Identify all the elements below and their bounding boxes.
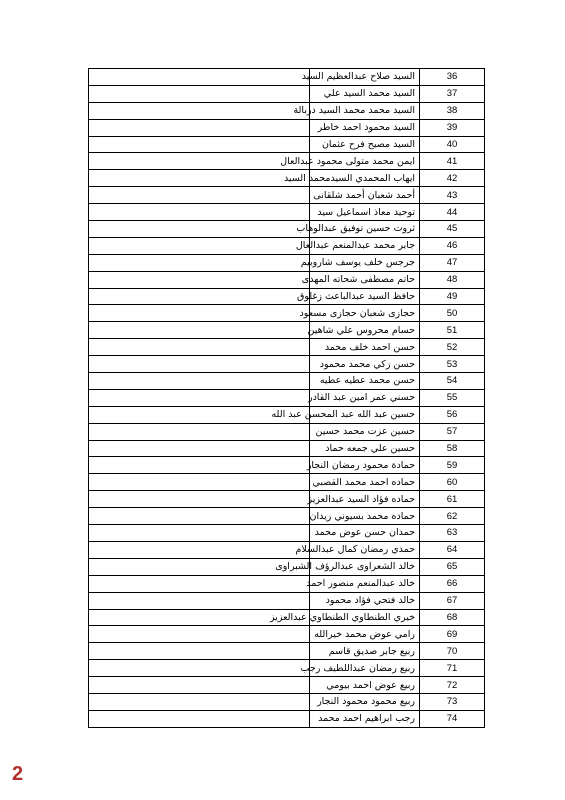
empty-cell bbox=[89, 356, 310, 373]
table-row bbox=[89, 693, 485, 710]
name-cell: رامي عوض محمد خيرالله bbox=[310, 626, 420, 643]
table-row bbox=[89, 592, 485, 609]
number-cell: 70 bbox=[420, 643, 485, 660]
empty-cell bbox=[89, 440, 310, 457]
name-cell: أحمد شعبان أحمد شلقانى bbox=[310, 187, 420, 204]
empty-cell bbox=[89, 85, 310, 102]
name-cell: السيد محمود احمد خاطر bbox=[310, 119, 420, 136]
name-cell: ربيع رمضان عبداللطيف رجب bbox=[310, 660, 420, 677]
number-cell: 36 bbox=[420, 69, 485, 86]
number-cell: 50 bbox=[420, 305, 485, 322]
empty-cell bbox=[89, 69, 310, 86]
name-cell: حمدان حسن عوض محمد bbox=[310, 525, 420, 542]
number-cell: 39 bbox=[420, 119, 485, 136]
empty-cell bbox=[89, 221, 310, 238]
table-row bbox=[89, 677, 485, 694]
empty-cell bbox=[89, 575, 310, 592]
table-row bbox=[89, 558, 485, 575]
empty-cell bbox=[89, 508, 310, 525]
name-cell: حسني عمر امين عبد القادر bbox=[310, 389, 420, 406]
empty-cell bbox=[89, 136, 310, 153]
name-cell: حسين عزت محمد حسين bbox=[310, 423, 420, 440]
table-row bbox=[89, 508, 485, 525]
empty-cell bbox=[89, 389, 310, 406]
number-cell: 56 bbox=[420, 406, 485, 423]
table-row bbox=[89, 423, 485, 440]
number-cell: 49 bbox=[420, 288, 485, 305]
table-row bbox=[89, 373, 485, 390]
table-row bbox=[89, 406, 485, 423]
name-cell: خالد الشعراوى عبدالرؤف الشبراوى bbox=[310, 558, 420, 575]
name-cell: ثروت حسين توفيق عبدالوهاب bbox=[310, 221, 420, 238]
table-row bbox=[89, 288, 485, 305]
empty-cell bbox=[89, 204, 310, 221]
number-cell: 57 bbox=[420, 423, 485, 440]
empty-cell bbox=[89, 339, 310, 356]
name-cell: السيد صلاح عبدالعظيم السيد bbox=[310, 69, 420, 86]
table-row bbox=[89, 85, 485, 102]
number-cell: 60 bbox=[420, 474, 485, 491]
number-cell: 74 bbox=[420, 710, 485, 727]
table-row bbox=[89, 221, 485, 238]
empty-cell bbox=[89, 677, 310, 694]
name-cell: حسن زكي محمد محمود bbox=[310, 356, 420, 373]
empty-cell bbox=[89, 693, 310, 710]
table-row bbox=[89, 102, 485, 119]
number-cell: 54 bbox=[420, 373, 485, 390]
empty-cell bbox=[89, 626, 310, 643]
table-row bbox=[89, 457, 485, 474]
number-cell: 65 bbox=[420, 558, 485, 575]
table-row bbox=[89, 440, 485, 457]
empty-cell bbox=[89, 373, 310, 390]
name-cell: جرجس خلف يوسف شاروبيم bbox=[310, 254, 420, 271]
empty-cell bbox=[89, 305, 310, 322]
name-cell: حمادة محمود رمضان النجار bbox=[310, 457, 420, 474]
number-cell: 37 bbox=[420, 85, 485, 102]
name-cell: حافظ السيد عبدالباعث زغلوق bbox=[310, 288, 420, 305]
empty-cell bbox=[89, 491, 310, 508]
number-cell: 51 bbox=[420, 322, 485, 339]
table-row bbox=[89, 119, 485, 136]
table-row bbox=[89, 237, 485, 254]
number-cell: 47 bbox=[420, 254, 485, 271]
number-cell: 45 bbox=[420, 221, 485, 238]
name-cell: خالد عبدالمنعم منصور احمد bbox=[310, 575, 420, 592]
table-row bbox=[89, 541, 485, 558]
empty-cell bbox=[89, 592, 310, 609]
table-row bbox=[89, 136, 485, 153]
name-cell: حسن احمد خلف محمد bbox=[310, 339, 420, 356]
table-row bbox=[89, 609, 485, 626]
empty-cell bbox=[89, 643, 310, 660]
number-cell: 38 bbox=[420, 102, 485, 119]
number-cell: 64 bbox=[420, 541, 485, 558]
names-table-body bbox=[89, 69, 485, 728]
number-cell: 58 bbox=[420, 440, 485, 457]
empty-cell bbox=[89, 660, 310, 677]
number-cell: 42 bbox=[420, 170, 485, 187]
number-cell: 41 bbox=[420, 153, 485, 170]
name-cell: خيري الطنطاوي الطنطاوي عبدالعزيز bbox=[310, 609, 420, 626]
names-table bbox=[88, 68, 485, 728]
number-cell: 67 bbox=[420, 592, 485, 609]
empty-cell bbox=[89, 254, 310, 271]
empty-cell bbox=[89, 457, 310, 474]
empty-cell bbox=[89, 237, 310, 254]
number-cell: 66 bbox=[420, 575, 485, 592]
number-cell: 52 bbox=[420, 339, 485, 356]
name-cell: حماده فؤاد السيد عبدالعزيز bbox=[310, 491, 420, 508]
table-row bbox=[89, 710, 485, 727]
table-row bbox=[89, 322, 485, 339]
name-cell: ايمن محمد متولى محمود عبدالعال bbox=[310, 153, 420, 170]
empty-cell bbox=[89, 170, 310, 187]
empty-cell bbox=[89, 525, 310, 542]
empty-cell bbox=[89, 474, 310, 491]
name-cell: السيد محمد السيد علي bbox=[310, 85, 420, 102]
number-cell: 59 bbox=[420, 457, 485, 474]
empty-cell bbox=[89, 322, 310, 339]
number-cell: 46 bbox=[420, 237, 485, 254]
empty-cell bbox=[89, 102, 310, 119]
number-cell: 53 bbox=[420, 356, 485, 373]
page-number: 2 bbox=[12, 763, 24, 785]
number-cell: 68 bbox=[420, 609, 485, 626]
name-cell: حجازى شعبان حجازى مسعود bbox=[310, 305, 420, 322]
number-cell: 73 bbox=[420, 693, 485, 710]
name-cell: ايهاب المحمدي السيدمحمد السيد bbox=[310, 170, 420, 187]
empty-cell bbox=[89, 423, 310, 440]
table-row bbox=[89, 660, 485, 677]
name-cell: حسام محروس علي شاهين bbox=[310, 322, 420, 339]
table-row bbox=[89, 525, 485, 542]
name-cell: توحيد معاذ اسماعيل سيد bbox=[310, 204, 420, 221]
table-row bbox=[89, 170, 485, 187]
number-cell: 40 bbox=[420, 136, 485, 153]
table-row bbox=[89, 491, 485, 508]
name-cell: ربيع جابر صديق قاسم bbox=[310, 643, 420, 660]
table-row bbox=[89, 389, 485, 406]
table-row bbox=[89, 626, 485, 643]
name-cell: حماده محمد بسيوني زيدان bbox=[310, 508, 420, 525]
empty-cell bbox=[89, 541, 310, 558]
number-cell: 71 bbox=[420, 660, 485, 677]
empty-cell bbox=[89, 187, 310, 204]
table-row bbox=[89, 339, 485, 356]
table-row bbox=[89, 271, 485, 288]
table-row bbox=[89, 643, 485, 660]
empty-cell bbox=[89, 271, 310, 288]
name-cell: السيد مصيح فرح عثمان bbox=[310, 136, 420, 153]
name-cell: السيد محمد محمد السيد دربالة bbox=[310, 102, 420, 119]
table-row bbox=[89, 474, 485, 491]
empty-cell bbox=[89, 119, 310, 136]
name-cell: حماده احمد محمد القصبي bbox=[310, 474, 420, 491]
table-row bbox=[89, 356, 485, 373]
number-cell: 63 bbox=[420, 525, 485, 542]
empty-cell bbox=[89, 710, 310, 727]
number-cell: 72 bbox=[420, 677, 485, 694]
table-row bbox=[89, 69, 485, 86]
number-cell: 61 bbox=[420, 491, 485, 508]
name-cell: حسين عبد الله عبد المحسن عبد الله bbox=[310, 406, 420, 423]
number-cell: 44 bbox=[420, 204, 485, 221]
name-cell: جابر محمد عبدالمنعم عبدالعال bbox=[310, 237, 420, 254]
empty-cell bbox=[89, 153, 310, 170]
number-cell: 55 bbox=[420, 389, 485, 406]
name-cell: ربيع محمود محمود النجار bbox=[310, 693, 420, 710]
name-cell: ربيع عوض احمد بيومي bbox=[310, 677, 420, 694]
name-cell: رجب ابراهيم احمد محمد bbox=[310, 710, 420, 727]
name-cell: حمدي رمضان كمال عبدالسلام bbox=[310, 541, 420, 558]
name-cell: خالد فتحي فؤاد محمود bbox=[310, 592, 420, 609]
table-row bbox=[89, 254, 485, 271]
number-cell: 62 bbox=[420, 508, 485, 525]
number-cell: 43 bbox=[420, 187, 485, 204]
empty-cell bbox=[89, 288, 310, 305]
table-row bbox=[89, 153, 485, 170]
table-row bbox=[89, 305, 485, 322]
table-row bbox=[89, 575, 485, 592]
name-cell: حسين علي جمعه حماد bbox=[310, 440, 420, 457]
number-cell: 69 bbox=[420, 626, 485, 643]
name-cell: حسن محمد عطيه عطيه bbox=[310, 373, 420, 390]
name-cell: حاتم مصطفى شحاته المهدى bbox=[310, 271, 420, 288]
table-row bbox=[89, 187, 485, 204]
number-cell: 48 bbox=[420, 271, 485, 288]
table-row bbox=[89, 204, 485, 221]
